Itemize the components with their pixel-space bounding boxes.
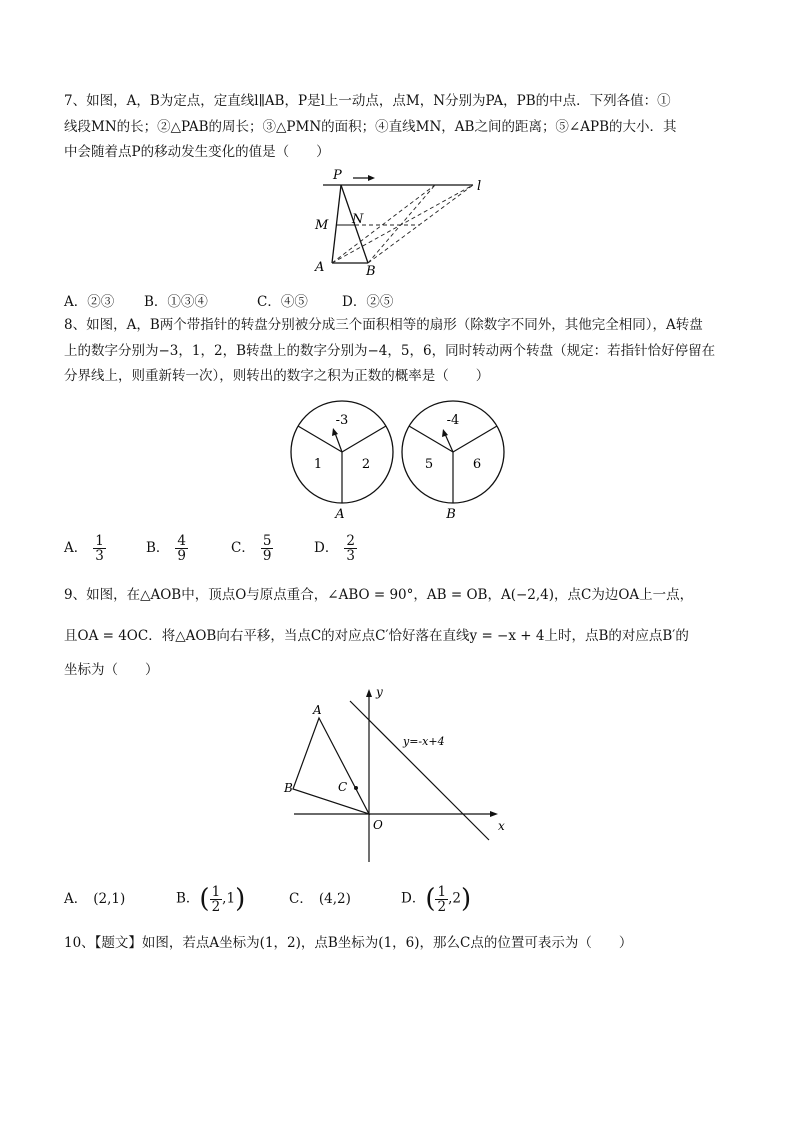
q7-text-line3: 中会随着点P的移动发生变化的值是（ ）: [64, 144, 330, 160]
point-C: [354, 786, 358, 790]
y-axis-arrow: [366, 689, 372, 697]
q8-options: [64, 534, 357, 563]
wheel-a-top: -3: [335, 413, 349, 428]
q7-options: [64, 290, 393, 310]
q7-figure: [305, 165, 495, 280]
q7-text-line1: 7、如图，A，B为定点，定直线l∥AB，P是l上一动点，点M，N分别为PA，PB的中点．下列各值：①: [64, 93, 671, 109]
wheel-b-top: -4: [446, 413, 460, 428]
x-axis-arrow: [490, 811, 498, 817]
q8-figure: [285, 400, 515, 525]
line-y-neg-x-plus-4: [350, 701, 489, 840]
label-B: B: [284, 781, 293, 795]
q8-option-a[interactable]: A． $\frac{1}{3}$: [64, 533, 104, 564]
triangle-AOB: [293, 718, 369, 814]
label-B: B: [366, 264, 376, 279]
segment-PA: [332, 185, 341, 263]
label-M: M: [315, 218, 329, 233]
label-P: P: [333, 168, 342, 183]
q7-option-a[interactable]: A．②③: [64, 294, 115, 310]
q9-option-d[interactable]: D．( $\frac{1}{2}$ ,2): [401, 883, 472, 915]
q8-text-line2: 上的数字分别为−3，1，2，B转盘上的数字分别为−4，5，6，同时转动两个转盘（规定：若指针恰好停留在: [64, 343, 716, 359]
q9-option-c[interactable]: C． (4,2): [289, 890, 351, 907]
q9-options: [64, 884, 471, 914]
label-x: x: [498, 819, 505, 833]
paren-close: ): [235, 884, 246, 914]
wheel-a-left: 1: [313, 457, 323, 472]
wheel-b-label: B: [446, 507, 456, 522]
label-A: A: [315, 260, 325, 275]
wheel-a-label: A: [335, 507, 345, 522]
paren-close: ): [460, 884, 472, 914]
q8-text-line1: 8、如图，A，B两个带指针的转盘分别被分成三个面积相等的扇形（除数字不同外，其他完全相同），A转盘: [64, 317, 703, 333]
wheel-b-left: 5: [424, 457, 434, 472]
wheel-b-right: 6: [472, 457, 482, 472]
label-O: O: [373, 818, 383, 832]
label-N: N: [352, 212, 364, 227]
q7-text-line2: 线段MN的长；②△PAB的周长；③△PMN的面积；④直线MN，AB之间的距离；⑤∠APB的大小．其: [64, 119, 677, 135]
q8-option-c[interactable]: C． $\frac{5}{9}$: [231, 533, 272, 564]
q9-text-line2: 且OA = 4OC．将△AOB向右平移，当点C的对应点C′恰好落在直线y = −x + 4上时，点B的对应点B′的: [64, 628, 689, 644]
wheel-a: [291, 401, 393, 522]
label-C: C: [338, 780, 348, 794]
wheel-b: [402, 401, 504, 522]
q9-figure: [280, 680, 515, 865]
q8-option-d[interactable]: D． $\frac{2}{3}$: [314, 533, 355, 564]
arrow-head: [368, 175, 375, 181]
line-label: y=-x+4: [403, 735, 445, 748]
q8-option-b[interactable]: B． $\frac{4}{9}$: [146, 533, 187, 564]
label-y: y: [376, 685, 383, 699]
wheel-a-right: 2: [361, 457, 371, 472]
q9-text-line3: 坐标为（ ）: [64, 662, 159, 678]
paren-open: (: [199, 884, 210, 914]
q9-text-line1: 9、如图，在△AOB中，顶点O与原点重合，∠ABO = 90°，AB = OB，A(−2,4)，点C为边OA上一点，: [64, 587, 694, 603]
q9-option-b[interactable]: B．( $\frac{1}{2}$ ,1): [176, 883, 246, 915]
label-l: l: [477, 179, 482, 194]
q10-text-line1: 10、【题文】如图，若点A坐标为(1，2)，点B坐标为(1，6)，那么C点的位置可表示为（ ）: [64, 935, 633, 951]
q8-text-line3: 分界线上，则重新转一次），则转出的数字之积为正数的概率是（ ）: [64, 368, 490, 384]
paren-open: (: [425, 884, 436, 914]
q7-option-d[interactable]: D．②⑤: [342, 294, 394, 310]
label-A: A: [313, 703, 322, 717]
q7-option-b[interactable]: B．①③④: [144, 294, 208, 310]
q9-option-a[interactable]: A． (2,1): [64, 890, 126, 907]
q7-option-c[interactable]: C．④⑤: [257, 294, 308, 310]
